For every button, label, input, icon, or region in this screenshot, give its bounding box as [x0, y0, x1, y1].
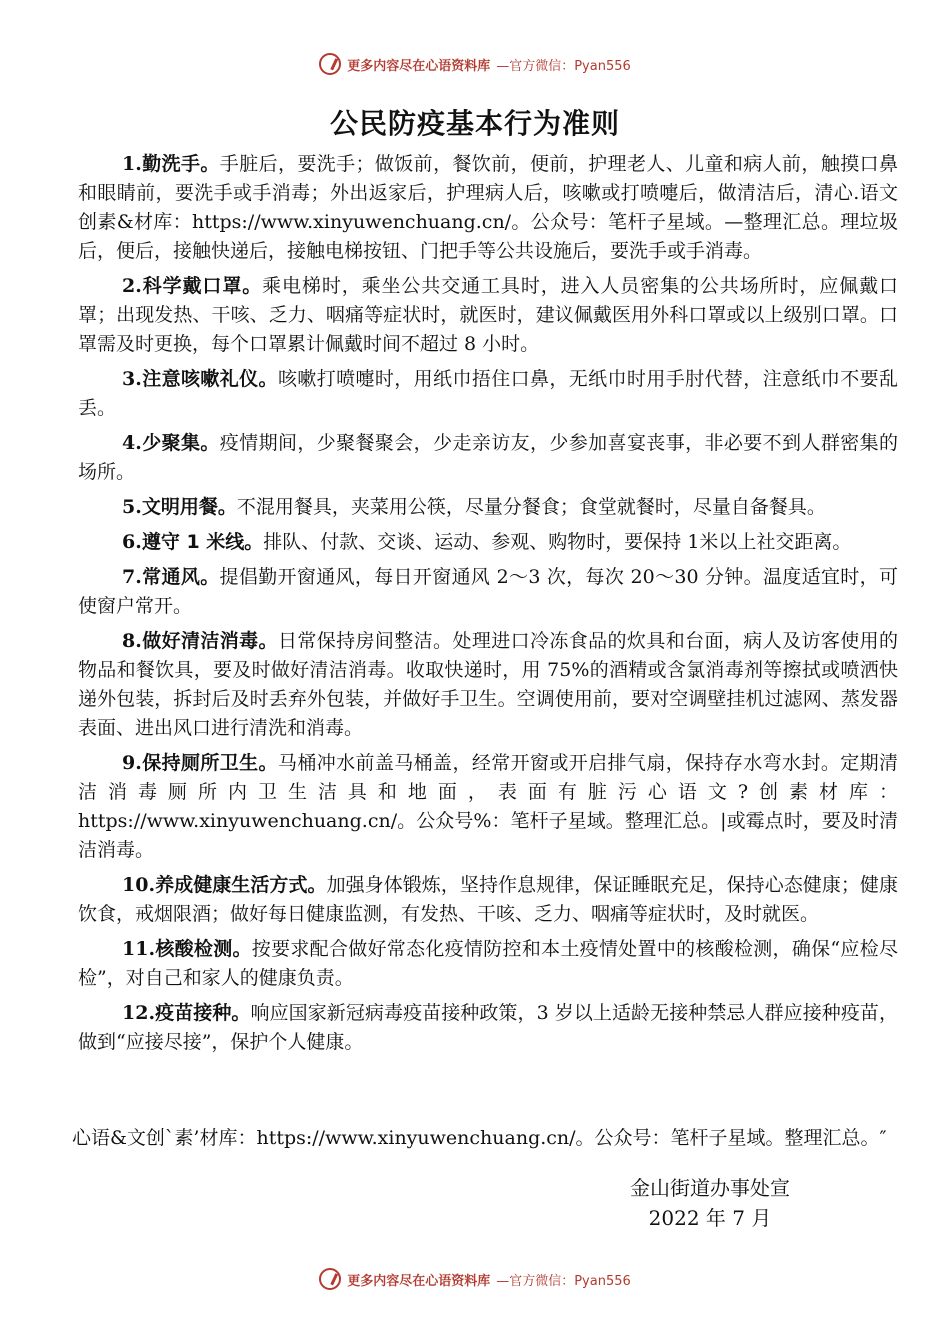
header-watermark-banner	[0, 50, 950, 78]
guideline-text: 马桶冲水前盖马桶盖，经常开窗或开启排气扇，保持存水弯水封。定期清洁消毒厕所内卫生洁具和地面，表面有脏污心语文?创素材库：https://www.xinyuwenchuang.cn/。公众号%：笔杆子星域。整理汇总。|或霉点时，要及时清洁消毒。	[78, 752, 898, 861]
banner-suffix: —官方微信：Pyan556	[496, 1273, 631, 1289]
banner-prefix: 更多内容尽在心语资料库	[347, 1273, 491, 1289]
guideline-item-1	[78, 150, 898, 266]
guideline-heading	[122, 874, 327, 896]
banner-prefix: 更多内容尽在心语资料库	[347, 58, 491, 74]
guideline-number: 2.	[122, 275, 142, 297]
guideline-title: 核酸检测。	[155, 938, 252, 960]
banner-suffix: —官方微信：Pyan556	[496, 58, 631, 74]
guideline-heading	[122, 1002, 251, 1024]
guideline-heading	[122, 630, 278, 652]
guideline-heading	[122, 566, 220, 588]
signature-organization: 金山街道办事处宣	[630, 1176, 790, 1200]
guideline-item-11	[78, 935, 898, 993]
guideline-number: 10.	[122, 874, 156, 896]
guideline-item-5	[78, 493, 898, 522]
guideline-title: 常通风。	[141, 566, 220, 588]
guideline-item-7	[78, 563, 898, 621]
guideline-title: 做好清洁消毒。	[141, 630, 278, 652]
logo-icon	[319, 53, 341, 75]
guideline-heading	[122, 752, 278, 774]
source-note: 心语&文创`素’材库：https://www.xinyuwenchuang.cn/。公众号：笔杆子星域。整理汇总。″	[72, 1127, 887, 1149]
guideline-text: 手脏后，要洗手；做饭前，餐饮前，便前，护理老人、儿童和病人前，触摸口鼻和眼睛前，要洗手或手消毒；外出返家后，护理病人后，咳嗽或打喷嚏后，做清洁后，清心.语文创素&材库：https://www.xinyuwenchuang.cn/。公众号：笔杆子星域。—整理汇总。理垃圾后，便后，接触快递后，接触电梯按钮、门把手等公共设施后，要洗手或手消毒。	[78, 153, 898, 262]
guideline-heading	[122, 531, 263, 553]
guideline-heading	[122, 275, 262, 297]
guideline-item-9	[78, 749, 898, 865]
guideline-heading	[122, 496, 237, 518]
guideline-number: 11.	[122, 938, 156, 960]
guideline-item-3	[78, 365, 898, 423]
guideline-title: 文明用餐。	[141, 496, 237, 518]
guideline-text: 按要求配合做好常态化疫情防控和本土疫情处置中的核酸检测，确保“应检尽检”，对自己和家人的健康负责。	[78, 938, 898, 989]
guideline-heading	[122, 153, 220, 175]
guideline-heading	[122, 938, 252, 960]
guideline-number: 12.	[122, 1002, 156, 1024]
guideline-item-12	[78, 999, 898, 1057]
guideline-title: 保持厕所卫生。	[141, 752, 278, 774]
guideline-heading	[122, 432, 220, 454]
guideline-number: 6.	[122, 531, 142, 553]
guideline-number: 3.	[122, 368, 142, 390]
guideline-number: 8.	[122, 630, 142, 652]
guideline-title: 科学戴口罩。	[141, 275, 263, 297]
guideline-item-4	[78, 429, 898, 487]
guideline-text: 响应国家新冠病毒疫苗接种政策，3 岁以上适龄无接种禁忌人群应接种疫苗，做到“应接尽接”，保护个人健康。	[78, 1002, 898, 1053]
guideline-number: 7.	[122, 566, 142, 588]
signature-date: 2022 年 7 月	[648, 1206, 772, 1230]
guideline-number: 1.	[122, 153, 142, 175]
guideline-title: 养成健康生活方式。	[155, 874, 327, 896]
guideline-title: 注意咳嗽礼仪。	[141, 368, 278, 390]
guideline-text: 乘电梯时，乘坐公共交通工具时，进入人员密集的公共场所时，应佩戴口罩；出现发热、干咳、乏力、咽痛等症状时，就医时，建议佩戴医用外科口罩或以上级别口罩。口罩需及时更换，每个口罩累计佩戴时间不超过 8 小时。	[78, 275, 898, 355]
guideline-title: 遵守 1 米线。	[141, 531, 264, 553]
guideline-text: 咳嗽打喷嚏时，用纸巾捂住口鼻，无纸巾时用手肘代替，注意纸巾不要乱丢。	[78, 368, 898, 419]
guideline-text: 不混用餐具，夹菜用公筷，尽量分餐食；食堂就餐时，尽量自备餐具。	[236, 496, 826, 518]
guideline-text: 排队、付款、交谈、运动、参观、购物时，要保持 1米以上社交距离。	[263, 531, 852, 553]
guidelines-list	[78, 150, 898, 1063]
guideline-heading	[122, 368, 278, 390]
guideline-item-10	[78, 871, 898, 929]
guideline-item-8	[78, 627, 898, 743]
guideline-text: 日常保持房间整洁。处理进口冷冻食品的炊具和台面，病人及访客使用的物品和餐饮具，要及时做好清洁消毒。收取快递时，用 75%的酒精或含氯消毒剂等擦拭或喷洒快递外包装，拆封后及时丢弃外包装，并做好手卫生。空调使用前，要对空调壁挂机过滤网、蒸发器表面、进出风口进行清洗和消毒。	[78, 630, 898, 739]
guideline-title: 疫苗接种。	[155, 1002, 251, 1024]
guideline-number: 4.	[122, 432, 142, 454]
logo-icon	[319, 1268, 341, 1290]
guideline-text: 加强身体锻炼，坚持作息规律，保证睡眠充足，保持心态健康；健康饮食，戒烟限酒；做好每日健康监测，有发热、干咳、乏力、咽痛等症状时，及时就医。	[78, 874, 898, 925]
guideline-number: 9.	[122, 752, 142, 774]
guideline-item-2	[78, 272, 898, 359]
guideline-number: 5.	[122, 496, 142, 518]
page-title: 公民防疫基本行为准则	[329, 107, 620, 140]
guideline-text: 疫情期间，少聚餐聚会，少走亲访友，少参加喜宴丧事，非必要不到人群密集的场所。	[78, 432, 898, 483]
guideline-title: 少聚集。	[141, 432, 220, 454]
guideline-text: 提倡勤开窗通风，每日开窗通风 2～3 次，每次 20～30 分钟。温度适宜时，可使窗户常开。	[78, 566, 898, 617]
footer-watermark-banner	[0, 1265, 950, 1293]
guideline-item-6	[78, 528, 898, 557]
guideline-title: 勤洗手。	[141, 153, 220, 175]
